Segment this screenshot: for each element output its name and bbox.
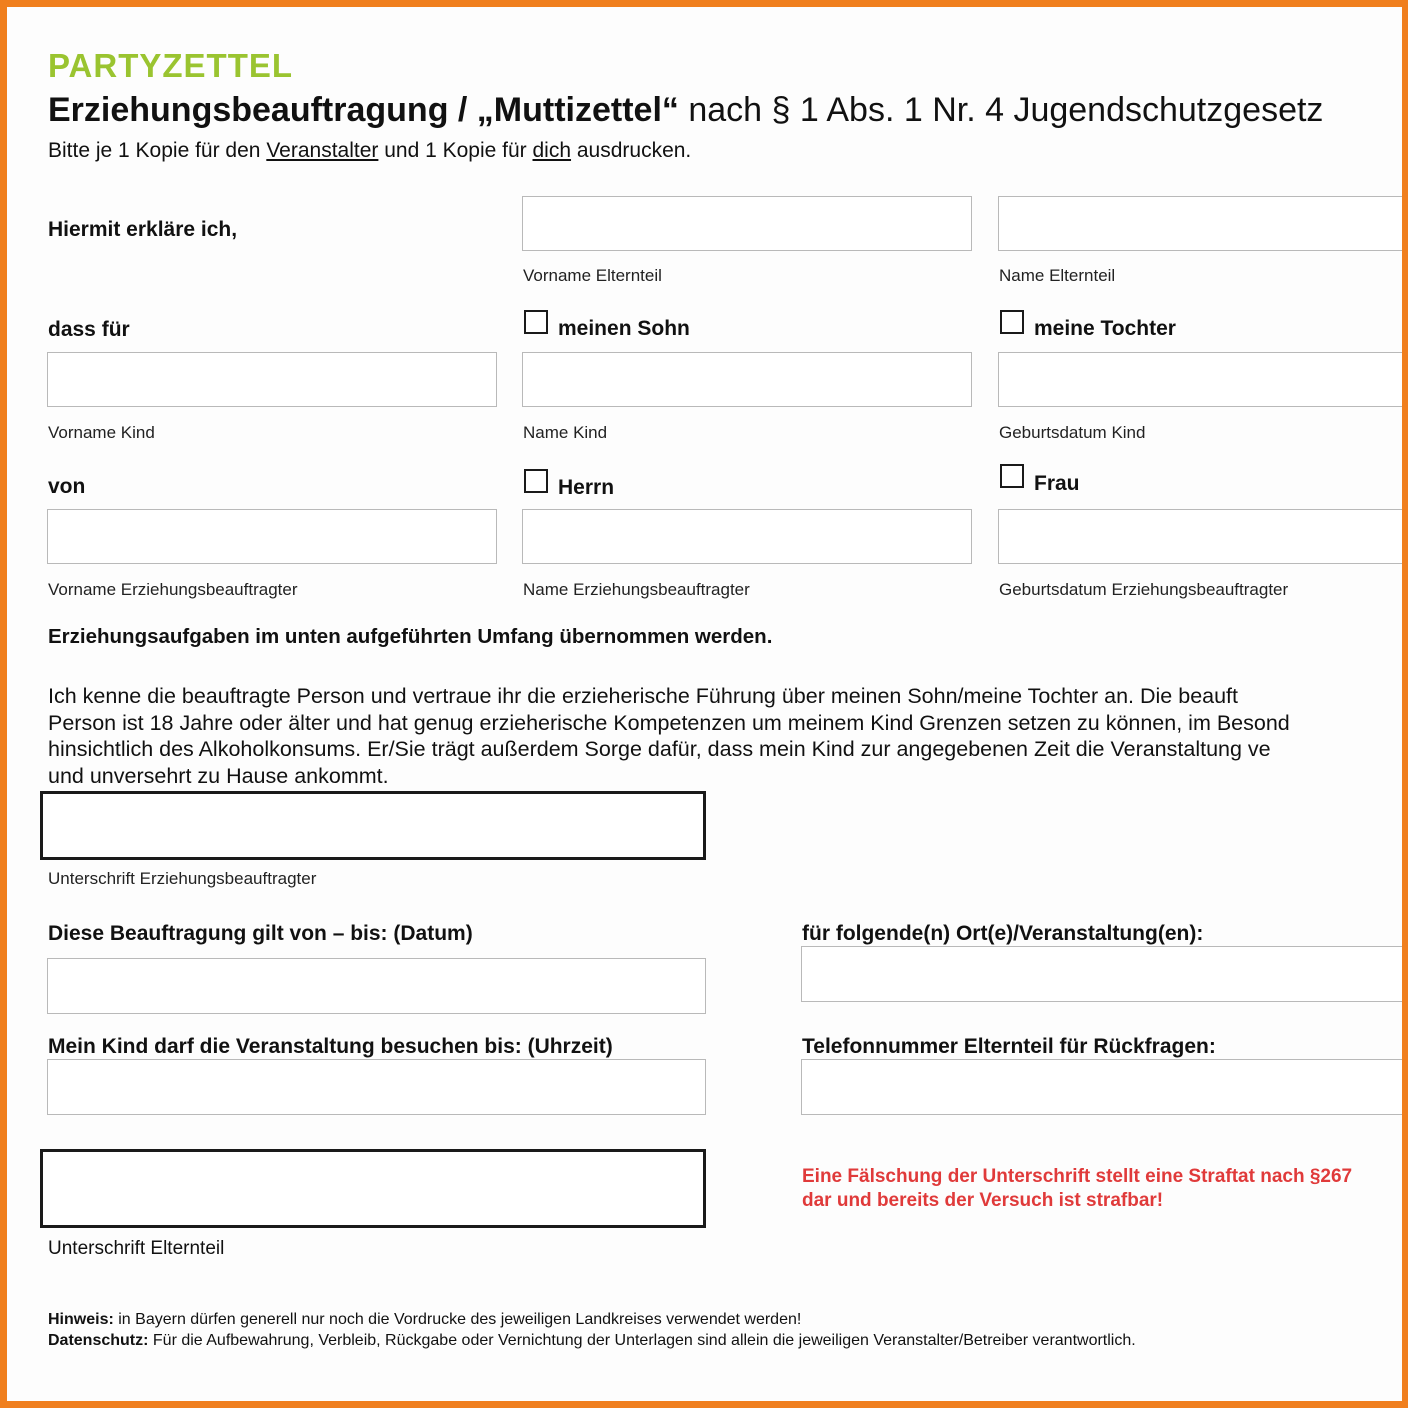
- child-lastname-label: Name Kind: [523, 423, 608, 442]
- son-checkbox[interactable]: [524, 310, 548, 334]
- declaration-intro: Hiermit erkläre ich,: [48, 218, 238, 241]
- validity-places-field[interactable]: [801, 946, 1408, 1002]
- guardian-intro: von: [48, 475, 86, 498]
- parent-phone-label: Telefonnummer Elternteil für Rückfragen:: [802, 1035, 1216, 1058]
- print-instruction: [48, 139, 691, 163]
- parent-firstname-label: Vorname Elternteil: [523, 266, 662, 285]
- parent-lastname-label: Name Elternteil: [999, 266, 1116, 285]
- parent-signature-label: Unterschrift Elternteil: [48, 1238, 225, 1259]
- guardian-birthdate-label: Geburtsdatum Erziehungsbeauftragter: [999, 580, 1289, 599]
- validity-dates-label: Diese Beauftragung gilt von – bis: (Datum): [48, 922, 473, 945]
- forgery-warning-line-2: dar und bereits der Versuch ist strafbar!: [802, 1190, 1164, 1211]
- guardian-signature-box[interactable]: [40, 791, 706, 860]
- parent-lastname-field[interactable]: [998, 196, 1408, 251]
- child-firstname-field[interactable]: [47, 352, 497, 407]
- statement-heading: Erziehungsaufgaben im unten aufgeführten Umfang übernommen werden.: [48, 625, 773, 648]
- statement-line-2: Person ist 18 Jahre oder älter und hat genug erzieherische Kompetenzen um meinem Kind Grenzen setzen zu können, im Besond: [48, 710, 1290, 735]
- son-checkbox-label: meinen Sohn: [558, 317, 690, 340]
- mr-checkbox-label: Herrn: [558, 476, 615, 499]
- mrs-checkbox-label: Frau: [1034, 472, 1080, 495]
- guardian-firstname-field[interactable]: [47, 509, 497, 564]
- subtitle-underline-organizer: Veranstalter: [266, 139, 379, 162]
- page-title-bold: Erziehungsbeauftragung / „Muttizettel“: [48, 91, 679, 129]
- forgery-warning: [802, 1165, 1352, 1213]
- mr-checkbox[interactable]: [524, 469, 548, 493]
- child-intro: dass für: [48, 318, 130, 341]
- subtitle-text-3: ausdrucken.: [571, 139, 692, 162]
- validity-places-label: für folgende(n) Ort(e)/Veranstaltung(en):: [802, 922, 1204, 945]
- footer-note-text: in Bayern dürfen generell nur noch die Vordrucke des jeweiligen Landkreises verwendet werden!: [113, 1311, 802, 1328]
- child-firstname-label: Vorname Kind: [48, 423, 155, 442]
- curfew-time-label: Mein Kind darf die Veranstaltung besuchen bis: (Uhrzeit): [48, 1035, 613, 1058]
- statement-line-3: hinsichtlich des Alkoholkonsums. Er/Sie trägt außerdem Sorge dafür, dass mein Kind zur angegebenen Zeit die Veranstaltung ve: [48, 737, 1271, 761]
- parent-signature-box[interactable]: [40, 1149, 706, 1228]
- guardian-lastname-field[interactable]: [522, 509, 972, 564]
- footer-privacy-text: Für die Aufbewahrung, Verbleib, Rückgabe oder Vernichtung der Unterlagen sind allein die jeweiligen Veranstalter/Betreiber verantwortlich.: [148, 1332, 1136, 1349]
- daughter-checkbox[interactable]: [1000, 310, 1024, 334]
- statement-line-1: Ich kenne die beauftragte Person und vertraue ihr die erzieherische Führung über meinen Sohn/meine Tochter an. Die beauft: [48, 684, 1239, 708]
- subtitle-underline-you: dich: [532, 139, 572, 162]
- guardian-lastname-label: Name Erziehungsbeauftragter: [523, 580, 750, 599]
- subtitle-text-2: und 1 Kopie für: [378, 139, 533, 162]
- footer-notes: [48, 1309, 1136, 1351]
- footer-privacy-label: Datenschutz:: [48, 1332, 149, 1349]
- footer-note-label: Hinweis:: [48, 1311, 114, 1328]
- guardian-firstname-label: Vorname Erziehungsbeauftragter: [48, 580, 298, 599]
- footer-privacy: [48, 1330, 1136, 1351]
- parent-firstname-field[interactable]: [522, 196, 972, 251]
- guardian-signature-label: Unterschrift Erziehungsbeauftragter: [48, 869, 317, 888]
- footer-note: [48, 1309, 1136, 1330]
- statement-line-4: und unversehrt zu Hause ankommt.: [48, 763, 389, 788]
- page-title-rest: nach § 1 Abs. 1 Nr. 4 Jugendschutzgesetz: [678, 91, 1324, 129]
- subtitle-text-1: Bitte je 1 Kopie für den: [48, 139, 267, 162]
- guardian-birthdate-field[interactable]: [998, 509, 1408, 564]
- child-birthdate-label: Geburtsdatum Kind: [999, 423, 1146, 442]
- forgery-warning-line-1: Eine Fälschung der Unterschrift stellt eine Straftat nach §267: [802, 1166, 1353, 1187]
- child-birthdate-field[interactable]: [998, 352, 1408, 407]
- statement-paragraph: [48, 683, 1408, 789]
- validity-dates-field[interactable]: [47, 958, 706, 1014]
- parent-phone-field[interactable]: [801, 1059, 1408, 1115]
- child-lastname-field[interactable]: [522, 352, 972, 407]
- brand-title: PARTYZETTEL: [48, 47, 294, 84]
- daughter-checkbox-label: meine Tochter: [1034, 317, 1176, 340]
- mrs-checkbox[interactable]: [1000, 464, 1024, 488]
- page-title: [48, 91, 1323, 130]
- curfew-time-field[interactable]: [47, 1059, 706, 1115]
